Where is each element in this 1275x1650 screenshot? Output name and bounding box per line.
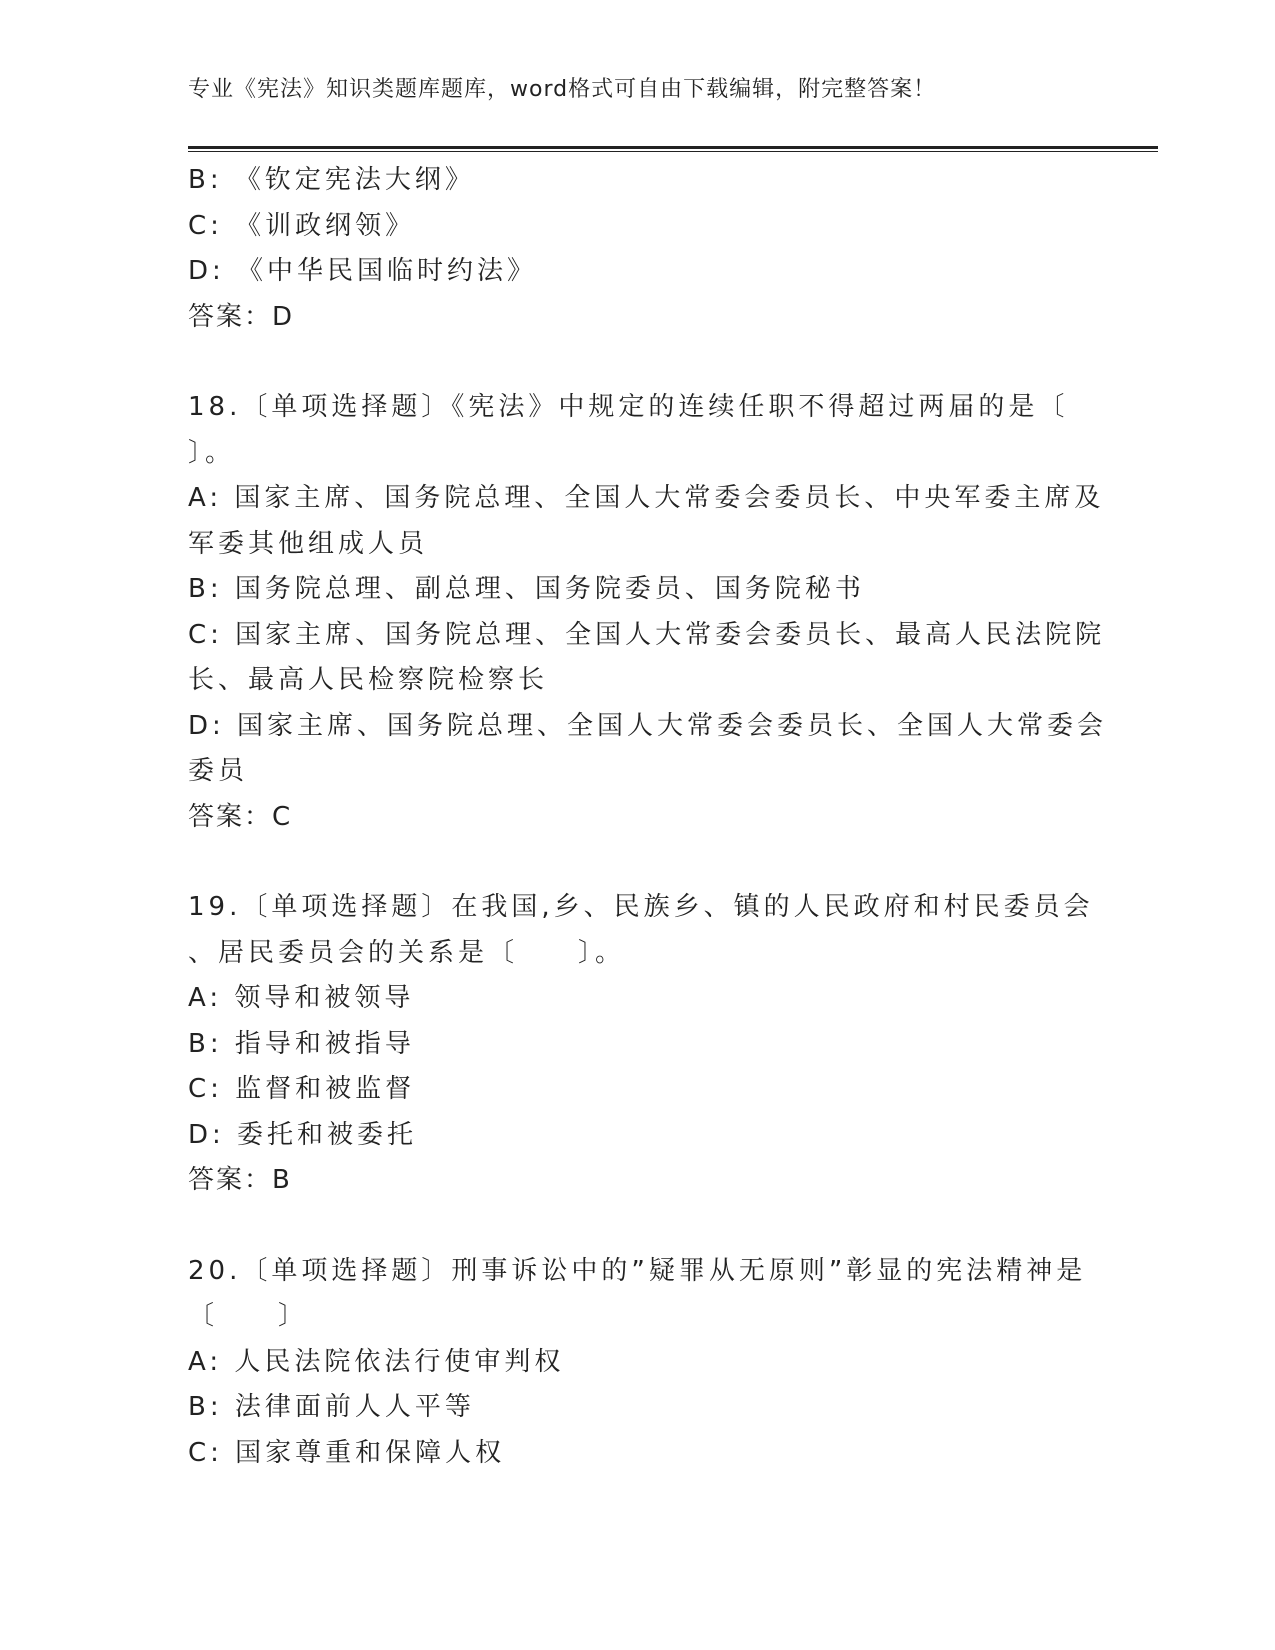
question-content <box>188 158 1108 1476</box>
option-a: A: 国家主席、国务院总理、全国人大常委会委员长、中央军委主席及 <box>188 483 1105 513</box>
header-divider <box>188 146 1158 152</box>
question-18 <box>188 385 1108 840</box>
option-a-cont: 军委其他组成人员 <box>188 528 429 559</box>
question-17-tail <box>188 158 1088 340</box>
option-c: C: 《训政纲领》 <box>188 210 416 241</box>
option-c-cont: 长、最高人民检察院检察长 <box>188 665 549 695</box>
option-c: C: 国家尊重和保障人权 <box>188 1437 506 1468</box>
option-c: C: 监督和被监督 <box>188 1074 416 1104</box>
question-stem: 19.〔单项选择题〕在我国,乡、民族乡、镇的人民政府和村民委员会 <box>188 892 1094 922</box>
option-d: D: 国家主席、国务院总理、全国人大常委会委员长、全国人大常委会 <box>188 710 1108 741</box>
spacer <box>188 1204 1088 1249</box>
option-b: B: 《钦定宪法大纲》 <box>188 165 475 195</box>
spacer <box>188 340 1088 385</box>
answer: 答案：D <box>188 301 295 332</box>
option-b: B: 国务院总理、副总理、国务院委员、国务院秘书 <box>188 574 865 604</box>
option-d: D: 委托和被委托 <box>188 1119 418 1150</box>
option-a: A: 领导和被领导 <box>188 983 415 1013</box>
spacer <box>188 840 1088 885</box>
answer: 答案：B <box>188 1165 292 1195</box>
option-b: B: 法律面前人人平等 <box>188 1392 475 1422</box>
option-d-cont: 委员 <box>188 756 249 786</box>
option-c: C: 国家主席、国务院总理、全国人大常委会委员长、最高人民法院院 <box>188 619 1106 650</box>
question-stem-cont: 〕。 <box>188 437 236 468</box>
question-stem-cont: 〔 〕 <box>188 1301 309 1331</box>
question-stem-cont: 、居民委员会的关系是〔 〕。 <box>188 937 626 968</box>
option-a: A: 人民法院依法行使审判权 <box>188 1346 565 1377</box>
page-header: 专业《宪法》知识类题库题库，word格式可自由下载编辑，附完整答案！ <box>188 77 937 102</box>
question-stem: 20.〔单项选择题〕刑事诉讼中的”疑罪从无原则”彰显的宪法精神是 <box>188 1255 1087 1286</box>
answer: 答案：C <box>188 801 293 832</box>
question-20 <box>188 1249 1088 1477</box>
question-19 <box>188 885 1094 1204</box>
option-b: B: 指导和被指导 <box>188 1028 415 1059</box>
question-stem: 18.〔单项选择题〕《宪法》中规定的连续任职不得超过两届的是〔 <box>188 392 1069 422</box>
option-d: D: 《中华民国临时约法》 <box>188 256 538 286</box>
